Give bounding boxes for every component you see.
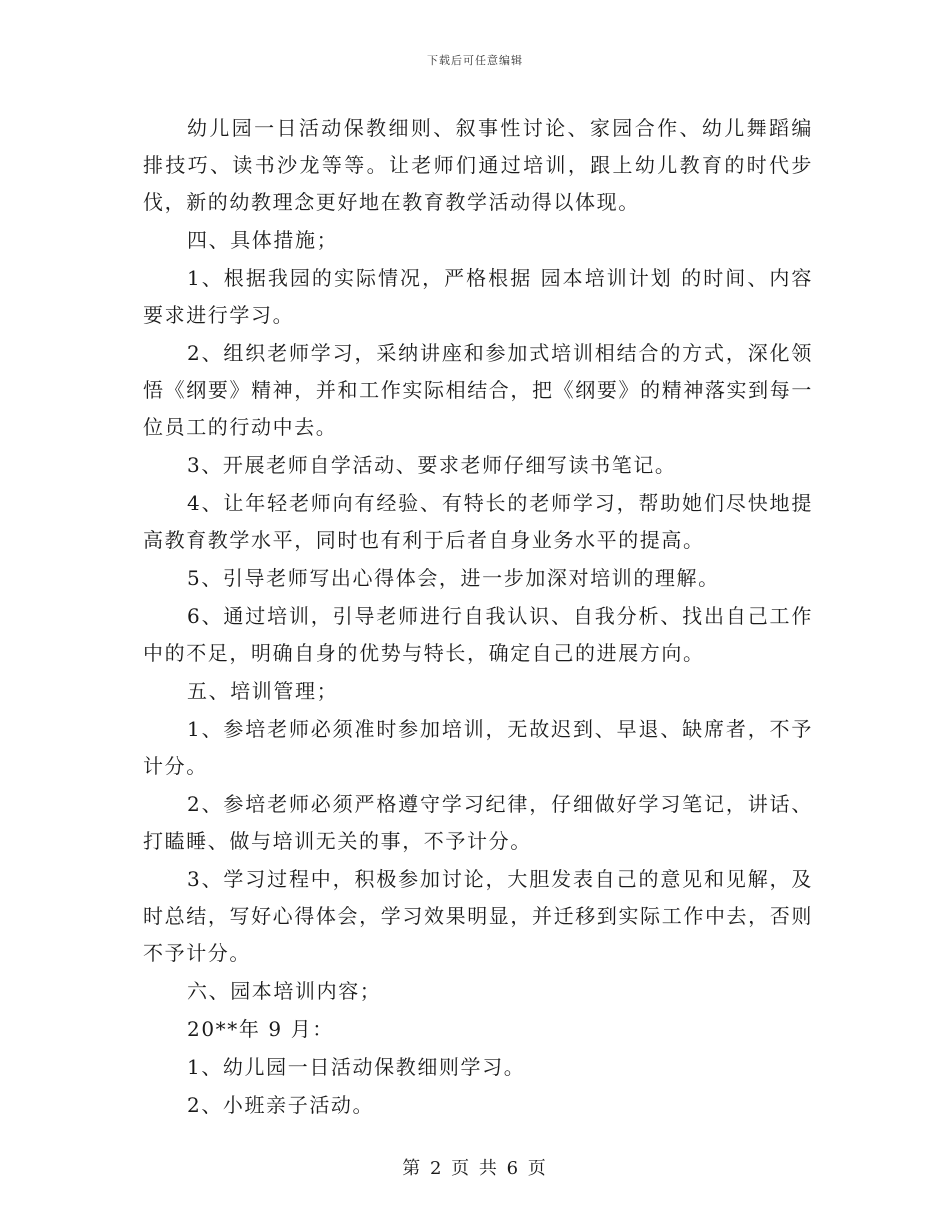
list-item: 2、小班亲子活动。 [187, 1093, 375, 1117]
section-heading: 六、园本培训内容； [187, 979, 382, 1003]
list-item: 1、幼儿园一日活动保教细则学习。 [187, 1055, 526, 1079]
list-item: 2、参培老师必须严格遵守学习纪律，仔细做好学习笔记，讲话、打瞌睡、做与培训无关的事，不予计分。 [143, 792, 813, 853]
page-header: 下载后可任意编辑 [427, 54, 523, 67]
list-item: 5、引导老师写出心得体会，进一步加深对培训的理解。 [187, 566, 720, 590]
date-heading: 20**年 9 月： [187, 1017, 334, 1041]
list-item: 1、参培老师必须准时参加培训，无故迟到、早退、缺席者，不予计分。 [143, 717, 813, 778]
list-item: 3、学习过程中，积极参加讨论，大胆发表自己的意见和见解，及时总结，写好心得体会，学习效果明显，并迁移到实际工作中去，否则不予计分。 [143, 867, 813, 965]
paragraph: 幼儿园一日活动保教细则、叙事性讨论、家园合作、幼儿舞蹈编排技巧、读书沙龙等等。让老师们通过培训，跟上幼儿教育的时代步伐，新的幼教理念更好地在教育教学活动得以体现。 [143, 116, 813, 214]
page-number: 第 2 页 共 6 页 [402, 1158, 548, 1179]
list-item: 4、让年轻老师向有经验、有特长的老师学习，帮助她们尽快地提高教育教学水平，同时也有利于后者自身业务水平的提高。 [143, 491, 813, 552]
list-item: 2、组织老师学习，采纳讲座和参加式培训相结合的方式，深化领悟《纲要》精神，并和工作实际相结合，把《纲要》的精神落实到每一位员工的行动中去。 [143, 341, 813, 439]
list-item: 6、通过培训，引导老师进行自我认识、自我分析、找出自己工作中的不足，明确自身的优势与特长，确定自己的进展方向。 [143, 604, 813, 665]
section-heading: 四、具体措施； [187, 228, 339, 252]
section-heading: 五、培训管理； [187, 679, 339, 703]
list-item: 3、开展老师自学活动、要求老师仔细写读书笔记。 [187, 453, 677, 477]
document-body [143, 110, 813, 1125]
list-item: 1、根据我园的实际情况，严格根据 园本培训计划 的时间、内容要求进行学习。 [143, 266, 813, 327]
